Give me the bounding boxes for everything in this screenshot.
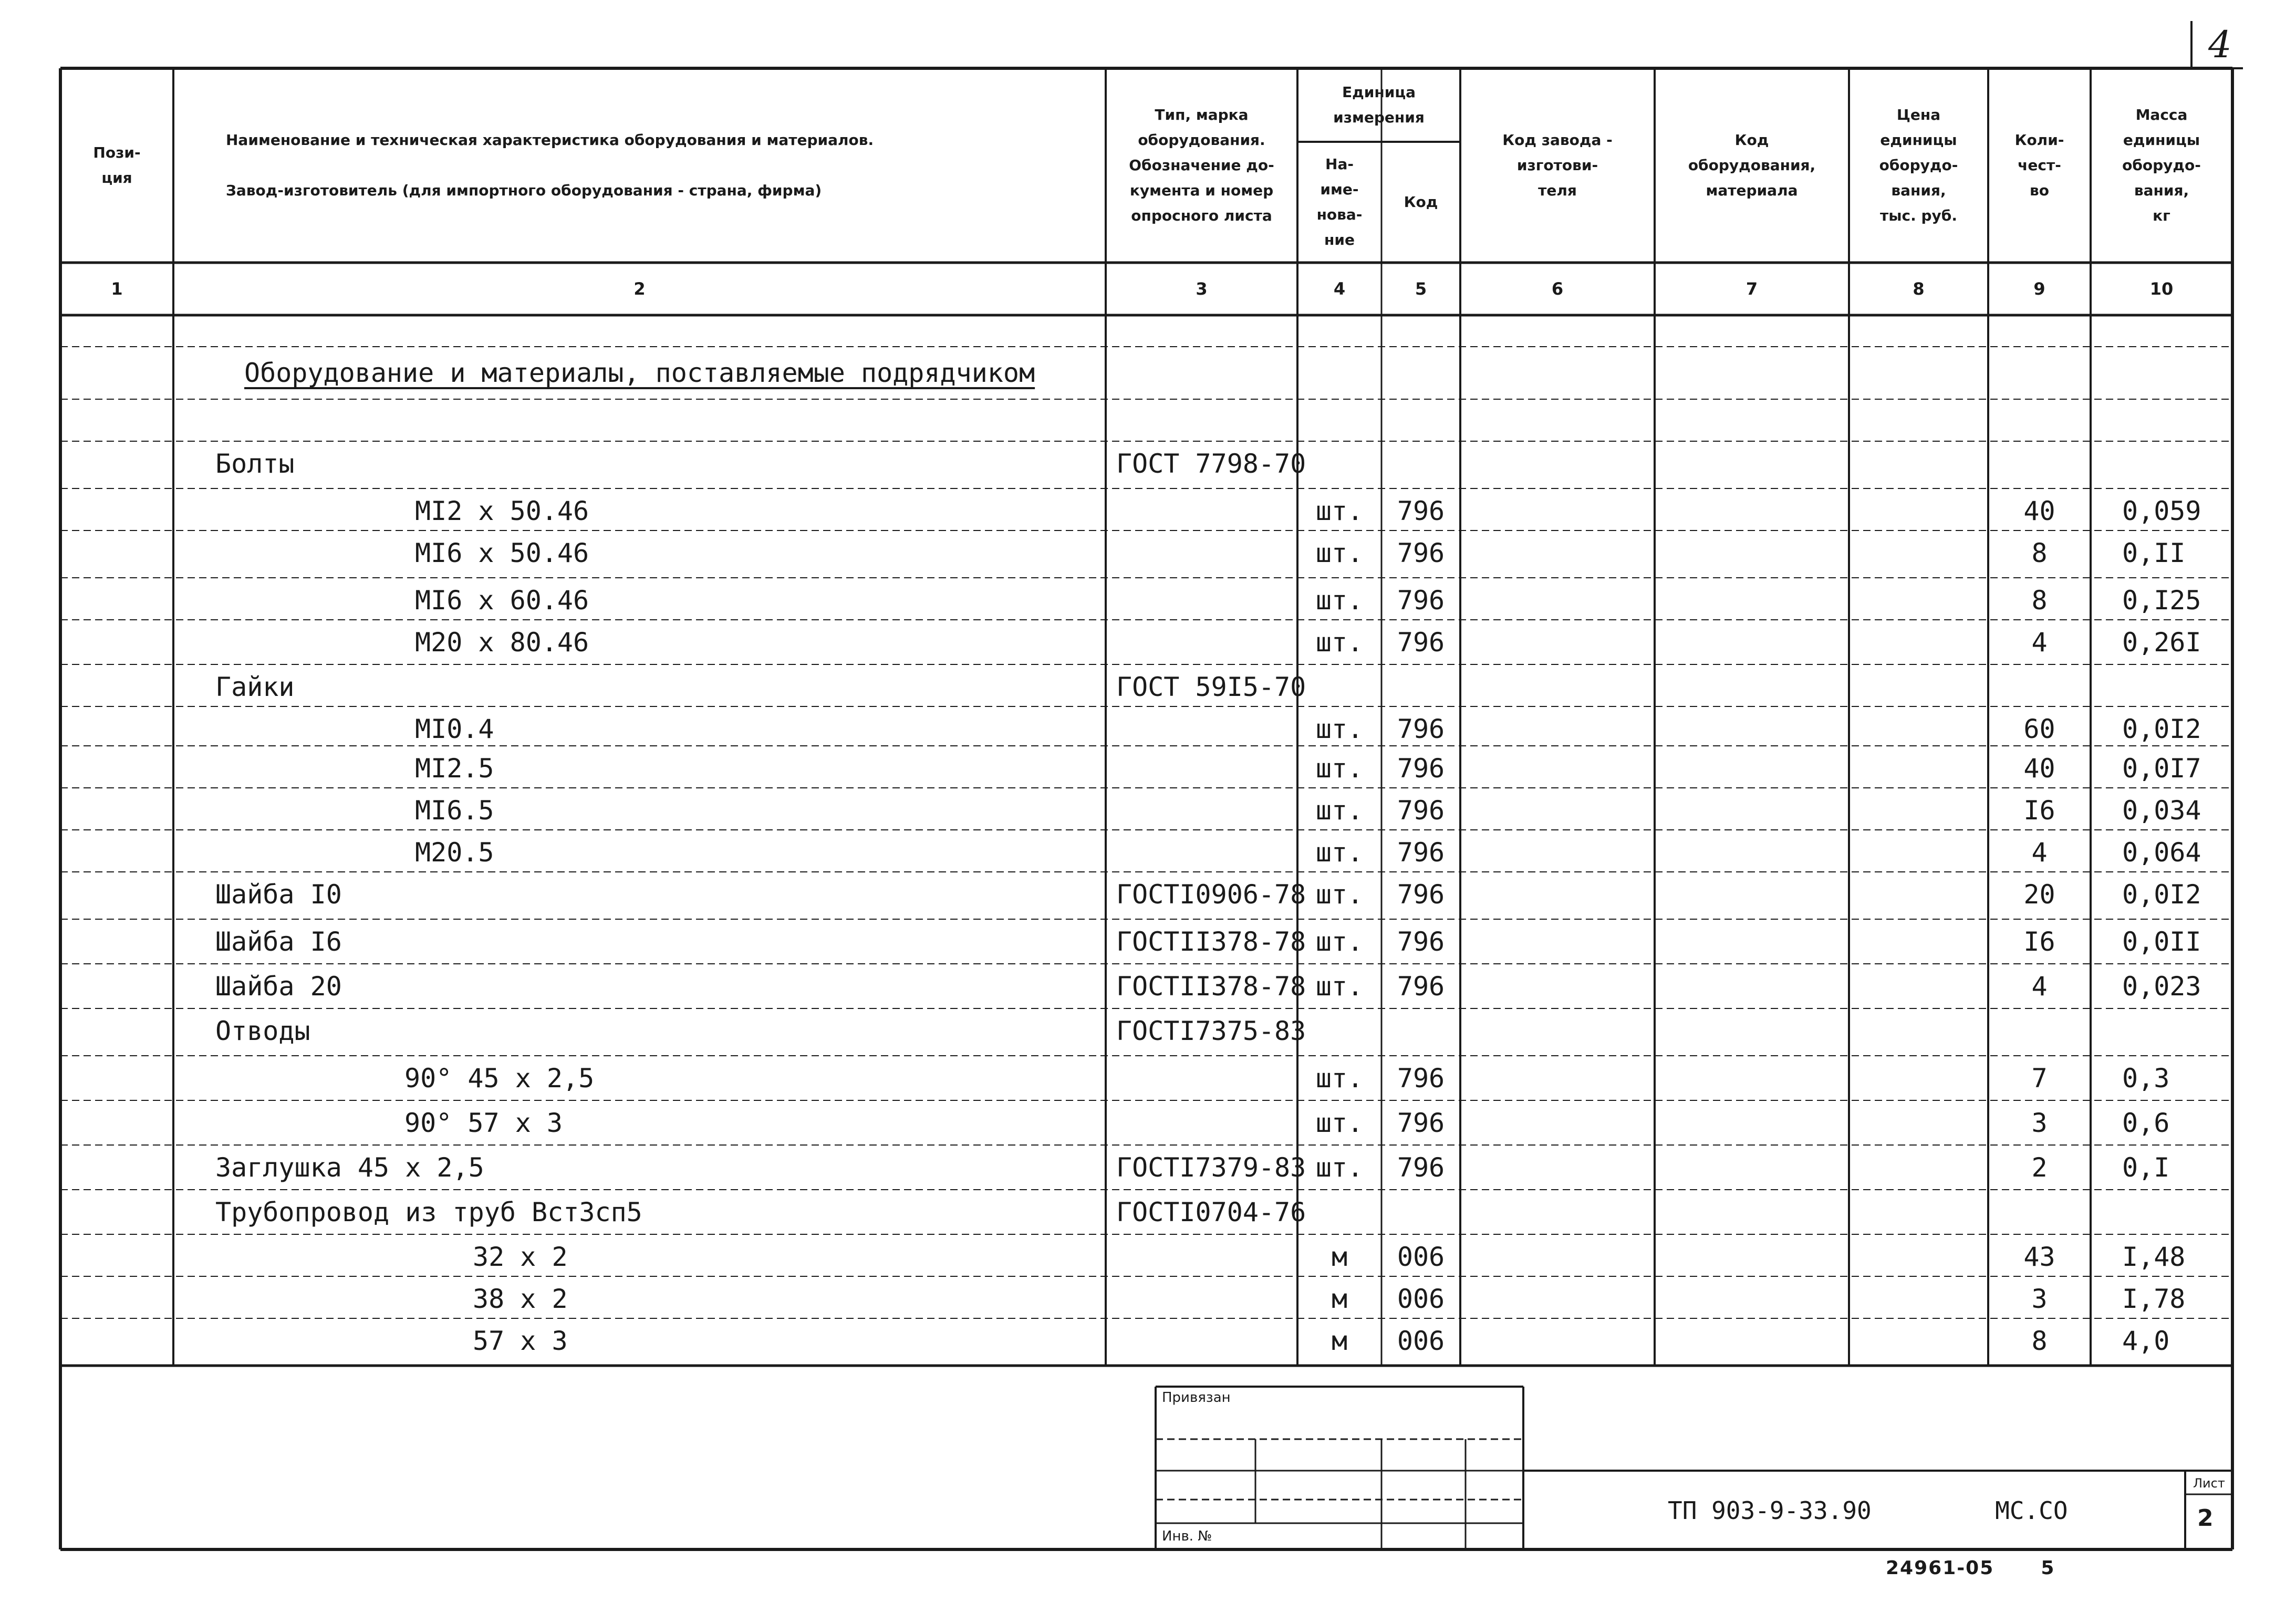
unit-code: 796	[1397, 714, 1445, 744]
item-name: МI6.5	[415, 795, 494, 826]
item-name: Отводы	[215, 1016, 310, 1046]
column-header-1	[60, 68, 173, 263]
document-designation: ГОСТ 59I5-70	[1116, 672, 1306, 702]
column-header-8	[1849, 68, 1988, 263]
quantity: 8	[2031, 538, 2048, 568]
quantity: 4	[2031, 837, 2048, 868]
sheet-number: 2	[2197, 1505, 2214, 1532]
item-name: 57 х 3	[473, 1326, 568, 1356]
item-name: М20 х 80.46	[415, 627, 589, 658]
unit-code: 796	[1397, 585, 1445, 616]
unit-mass: 0,26I	[2122, 627, 2201, 658]
column-number: 7	[1746, 279, 1758, 299]
column-number: 8	[1913, 279, 1925, 299]
item-name: М20.5	[415, 837, 494, 868]
column-header-text: Цена единицы оборудо- вания, тыс. руб.	[1879, 106, 1958, 224]
unit-name: шт.	[1315, 496, 1364, 526]
column-number: 3	[1196, 279, 1208, 299]
unit-name: шт.	[1315, 879, 1364, 910]
quantity: 2	[2031, 1152, 2048, 1183]
unit-code: 796	[1397, 837, 1445, 868]
document-designation: ГОСТII378-78	[1116, 971, 1306, 1002]
quantity: 40	[2023, 753, 2055, 784]
unit-name: м	[1331, 1284, 1348, 1314]
unit-code: 796	[1397, 879, 1445, 910]
unit-mass: 0,064	[2122, 837, 2201, 868]
document-designation: ГОСТI0704-76	[1116, 1197, 1306, 1227]
item-name: 38 х 2	[473, 1284, 568, 1314]
item-name: МI6 х 60.46	[415, 585, 589, 616]
quantity: 3	[2031, 1284, 2048, 1314]
unit-name: шт.	[1315, 927, 1364, 957]
document-designation: ГОСТI7379-83	[1116, 1152, 1306, 1183]
column-header-4-5	[1297, 68, 1460, 142]
item-name: Шайба I6	[215, 927, 342, 957]
unit-code: 796	[1397, 538, 1445, 568]
quantity: 4	[2031, 627, 2048, 658]
item-name: МI2.5	[415, 753, 494, 784]
column-header-2	[173, 68, 1106, 263]
unit-name: шт.	[1315, 753, 1364, 784]
unit-mass: 0,II	[2122, 538, 2186, 568]
unit-code: 796	[1397, 1152, 1445, 1183]
unit-mass: 0,6	[2122, 1108, 2170, 1138]
unit-mass: 0,0I2	[2122, 714, 2201, 744]
sheet-label: Лист	[2193, 1476, 2225, 1491]
column-header-text: Масса единицы оборудо- вания, кг	[2122, 106, 2201, 224]
document-code	[1668, 1495, 2068, 1526]
unit-mass: 4,0	[2122, 1326, 2170, 1356]
document-code-number: ТП 903-9-33.90	[1668, 1496, 1872, 1525]
column-number: 6	[1551, 279, 1564, 299]
unit-code: 796	[1397, 496, 1445, 526]
quantity: 7	[2031, 1063, 2048, 1094]
quantity: I6	[2023, 795, 2055, 826]
column-header-6	[1460, 68, 1655, 263]
column-header-text: Наименование и техническая характеристика оборудования и материалов. Завод-изготовитель (для импортного оборудования - страна, фирма)	[226, 131, 874, 199]
unit-name: шт.	[1315, 971, 1364, 1002]
quantity: 4	[2031, 971, 2048, 1002]
item-name: Болты	[215, 449, 295, 479]
column-header-3	[1106, 68, 1297, 263]
item-name: Трубопровод из труб ВстЗсп5	[215, 1197, 642, 1227]
footer-number-suffix: 5	[2041, 1557, 2055, 1579]
footer-number-main: 24961-05	[1886, 1557, 1994, 1579]
unit-mass: 0,059	[2122, 496, 2201, 526]
column-header-7	[1655, 68, 1849, 263]
quantity: 20	[2023, 879, 2055, 910]
unit-code: 796	[1397, 753, 1445, 784]
unit-name: м	[1331, 1326, 1348, 1356]
item-name: 90° 45 х 2,5	[404, 1063, 595, 1094]
unit-mass: 0,3	[2122, 1063, 2170, 1094]
unit-name: м	[1331, 1242, 1348, 1272]
inventory-number-label: Инв. №	[1162, 1528, 1212, 1544]
unit-name: шт.	[1315, 1063, 1364, 1094]
document-designation: ГОСТI7375-83	[1116, 1016, 1306, 1046]
footer-number	[1886, 1557, 2055, 1579]
unit-mass: I,78	[2122, 1284, 2186, 1314]
unit-mass: 0,0I2	[2122, 879, 2201, 910]
unit-code: 006	[1397, 1284, 1445, 1314]
unit-name: шт.	[1315, 795, 1364, 826]
column-header-text: На- име- нова- ние	[1316, 155, 1363, 248]
unit-name: шт.	[1315, 714, 1364, 744]
unit-code: 796	[1397, 1108, 1445, 1138]
unit-name: шт.	[1315, 1152, 1364, 1183]
unit-name: шт.	[1315, 1108, 1364, 1138]
column-number: 9	[2033, 279, 2045, 299]
column-header-4	[1297, 142, 1381, 263]
unit-name: шт.	[1315, 627, 1364, 658]
unit-name: шт.	[1315, 538, 1364, 568]
unit-name: шт.	[1315, 837, 1364, 868]
document-mark: МС.СО	[1995, 1496, 2068, 1525]
quantity: 8	[2031, 1326, 2048, 1356]
column-number: 2	[633, 279, 646, 299]
item-name: МI0.4	[415, 714, 494, 744]
column-number: 10	[2149, 279, 2174, 299]
column-header-10	[2091, 68, 2232, 263]
item-name: МI6 х 50.46	[415, 538, 589, 568]
unit-mass: 0,034	[2122, 795, 2201, 826]
column-header-text: Пози- ция	[93, 144, 141, 186]
quantity: 8	[2031, 585, 2048, 616]
unit-code: 006	[1397, 1242, 1445, 1272]
column-number: 4	[1333, 279, 1346, 299]
unit-code: 796	[1397, 971, 1445, 1002]
unit-code: 796	[1397, 627, 1445, 658]
quantity: 3	[2031, 1108, 2048, 1138]
column-number: 5	[1415, 279, 1427, 299]
column-header-text: Код оборудования, материала	[1688, 131, 1816, 199]
unit-mass: 0,0II	[2122, 927, 2201, 957]
document-designation: ГОСТII378-78	[1116, 927, 1306, 957]
column-header-text: Единица измерения	[1333, 84, 1425, 126]
quantity: 60	[2023, 714, 2055, 744]
item-name: Шайба I0	[215, 879, 342, 910]
quantity: 43	[2023, 1242, 2055, 1272]
linked-label: Привязан	[1162, 1390, 1231, 1406]
unit-mass: 0,023	[2122, 971, 2201, 1002]
item-name: Гайки	[215, 672, 295, 702]
document-designation: ГОСТ 7798-70	[1116, 449, 1306, 479]
unit-name: шт.	[1315, 585, 1364, 616]
column-header-text: Код завода - изготови- теля	[1502, 131, 1613, 199]
item-name: Заглушка 45 х 2,5	[215, 1152, 484, 1183]
item-name: МI2 х 50.46	[415, 496, 589, 526]
unit-code: 796	[1397, 927, 1445, 957]
quantity: I6	[2023, 927, 2055, 957]
unit-code: 796	[1397, 795, 1445, 826]
item-name: 90° 57 х 3	[404, 1108, 563, 1138]
unit-mass: 0,0I7	[2122, 753, 2201, 784]
column-header-text: Код	[1404, 193, 1438, 211]
unit-mass: 0,I25	[2122, 585, 2201, 616]
column-header-5	[1381, 142, 1460, 263]
unit-code: 796	[1397, 1063, 1445, 1094]
document-designation: ГОСТI0906-78	[1116, 879, 1306, 910]
page-number: 4	[2190, 21, 2271, 68]
section-title: Оборудование и материалы, поставляемые подрядчиком	[244, 358, 1035, 388]
unit-code: 006	[1397, 1326, 1445, 1356]
column-header-text: Коли- чест- во	[2014, 131, 2064, 199]
column-header-9	[1988, 68, 2091, 263]
item-name: Шайба 20	[215, 971, 342, 1002]
unit-mass: I,48	[2122, 1242, 2186, 1272]
item-name: 32 х 2	[473, 1242, 568, 1272]
column-header-text: Тип, марка оборудования. Обозначение до- кумента и номер опросного листа	[1129, 106, 1274, 224]
quantity: 40	[2023, 496, 2055, 526]
column-number: 1	[111, 279, 123, 299]
unit-mass: 0,I	[2122, 1152, 2170, 1183]
